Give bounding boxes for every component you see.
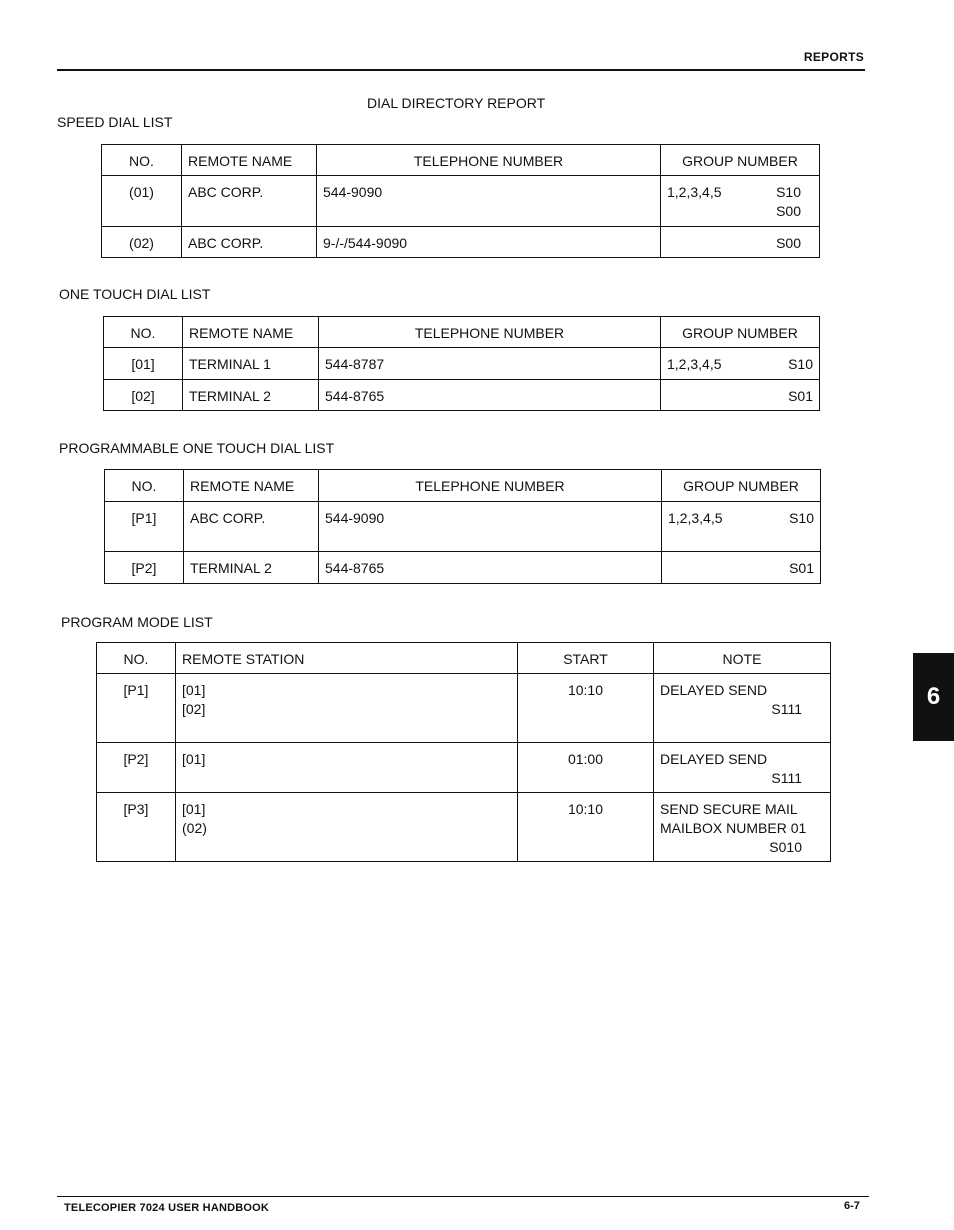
page-number: 6-7 [844, 1200, 860, 1212]
col-header-remote-station: REMOTE STATION [182, 651, 305, 667]
row-telephone: 544-9090 [323, 184, 383, 200]
group-code: S01 [789, 560, 814, 576]
table-row [97, 674, 831, 743]
col-header-telephone: TELEPHONE NUMBER [415, 478, 565, 494]
table-header-row [104, 317, 820, 348]
row-note: SEND SECURE MAIL [660, 801, 798, 817]
row-remote-name: ABC CORP. [188, 184, 264, 200]
col-header-group: GROUP NUMBER [682, 325, 798, 341]
row-note: MAILBOX NUMBER 01 [660, 820, 807, 836]
table-header-row [102, 145, 820, 176]
table-row [97, 793, 831, 862]
row-station: [01] [182, 751, 206, 767]
table-row [97, 743, 831, 793]
row-no: [P2] [123, 751, 149, 767]
col-header-no: NO. [130, 325, 156, 341]
col-header-no: NO. [129, 153, 154, 169]
footer-title: TELECOPIER 7024 USER HANDBOOK [64, 1202, 270, 1214]
col-header-no: NO. [131, 478, 157, 494]
program-mode-table [96, 642, 831, 862]
row-group [667, 183, 813, 202]
table-row [102, 227, 820, 258]
row-group [662, 502, 820, 528]
row-remote-name: TERMINAL 1 [189, 356, 271, 372]
col-header-group: GROUP NUMBER [682, 153, 798, 169]
row-remote-name: TERMINAL 2 [190, 560, 272, 576]
programmable-table [104, 469, 821, 584]
header-rule [57, 69, 865, 71]
row-station: [01] [182, 682, 206, 698]
group-code: S10 [776, 184, 801, 200]
group-code: S00 [776, 235, 801, 251]
row-start: 10:10 [567, 682, 604, 698]
report-title: DIAL DIRECTORY REPORT [367, 95, 546, 111]
row-group [662, 552, 820, 578]
row-note: DELAYED SEND [660, 751, 768, 767]
row-telephone: 544-8765 [325, 388, 385, 404]
row-group [667, 234, 813, 253]
row-no: [02] [131, 388, 155, 404]
row-telephone: 544-9090 [325, 510, 385, 526]
table-header-row [105, 470, 821, 502]
row-note: DELAYED SEND [660, 682, 768, 698]
row-telephone: 544-8787 [325, 356, 385, 372]
row-no: [P1] [123, 682, 149, 698]
row-station: (02) [182, 820, 207, 836]
table-row [104, 348, 820, 380]
group-code: S01 [788, 388, 813, 404]
row-code: S010 [769, 839, 802, 855]
one-touch-table [103, 316, 820, 411]
row-telephone: 544-8765 [325, 560, 385, 576]
row-remote-name: ABC CORP. [190, 510, 266, 526]
row-no: (02) [129, 235, 154, 251]
one-touch-label: ONE TOUCH DIAL LIST [59, 286, 211, 302]
col-header-telephone: TELEPHONE NUMBER [414, 325, 565, 341]
row-no: [P3] [123, 801, 149, 817]
table-row [102, 176, 820, 227]
group-numbers: 1,2,3,4,5 [667, 184, 722, 200]
row-group [661, 348, 819, 374]
col-header-remote-name: REMOTE NAME [188, 153, 293, 169]
row-station: [01] [182, 801, 206, 817]
programmable-label: PROGRAMMABLE ONE TOUCH DIAL LIST [59, 440, 335, 456]
group-code: S10 [789, 510, 814, 526]
row-remote-name: ABC CORP. [188, 235, 264, 251]
row-start: 01:00 [567, 751, 604, 767]
group-code: S00 [776, 203, 801, 219]
chapter-tab: 6 [913, 653, 954, 741]
group-code: S10 [788, 356, 813, 372]
col-header-note: NOTE [722, 651, 762, 667]
table-row [105, 502, 821, 552]
row-code: S111 [771, 770, 802, 786]
col-header-remote-name: REMOTE NAME [190, 478, 295, 494]
col-header-remote-name: REMOTE NAME [189, 325, 294, 341]
col-header-group: GROUP NUMBER [683, 478, 799, 494]
row-station: [02] [182, 701, 206, 717]
row-no: (01) [129, 184, 154, 200]
program-mode-label: PROGRAM MODE LIST [61, 614, 213, 630]
row-no: [01] [131, 356, 155, 372]
row-telephone: 9-/-/544-9090 [323, 235, 408, 251]
section-header: REPORTS [803, 50, 864, 64]
table-row [104, 380, 820, 411]
group-numbers: 1,2,3,4,5 [668, 510, 723, 526]
table-row [105, 552, 821, 584]
footer-rule [57, 1196, 869, 1197]
col-header-telephone: TELEPHONE NUMBER [413, 153, 564, 169]
speed-dial-table [101, 144, 820, 258]
row-start: 10:10 [567, 801, 604, 817]
col-header-no: NO. [123, 651, 149, 667]
row-group [661, 380, 819, 406]
row-no: [P2] [131, 560, 157, 576]
group-numbers: 1,2,3,4,5 [667, 356, 722, 372]
row-no: [P1] [131, 510, 157, 526]
table-header-row [97, 643, 831, 674]
speed-dial-label: SPEED DIAL LIST [57, 114, 173, 130]
row-code: S111 [771, 701, 802, 717]
row-remote-name: TERMINAL 2 [189, 388, 271, 404]
col-header-start: START [563, 651, 608, 667]
